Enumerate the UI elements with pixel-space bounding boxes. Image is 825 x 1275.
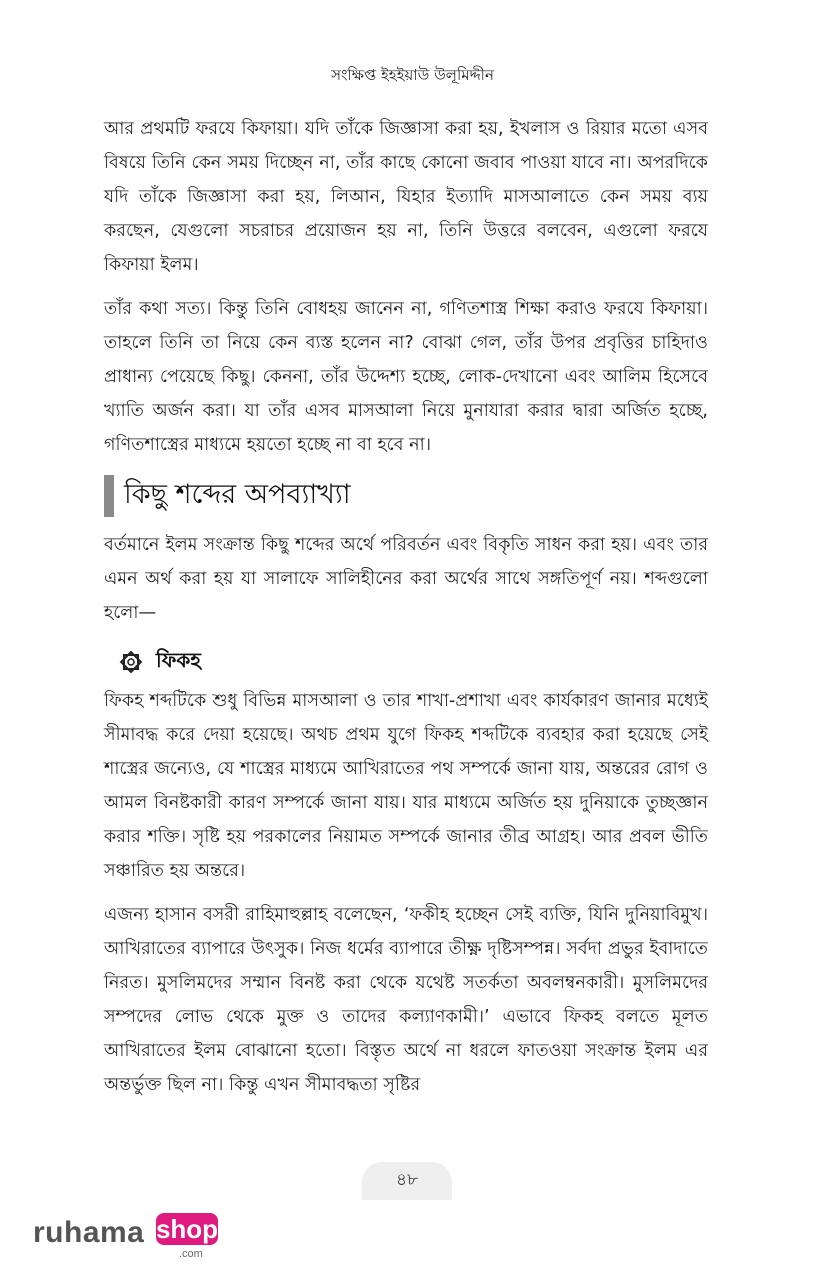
page-number — [362, 1162, 452, 1200]
page-body — [104, 112, 708, 1112]
page-number-text: ৪৮ — [395, 1170, 419, 1190]
running-header-title: সংক্ষিপ্ত ইহইয়াউ উলূমিদ্দীন — [331, 66, 494, 84]
paragraph: ফিকহ শব্দটিকে শুধু বিভিন্ন মাসআলা ও তার শাখা-প্রশাখা এবং কার্যকারণ জানার মধ্যেই সীমাবদ্ধ করে দেয়া হয়েছে। অথচ প্রথম যুগে ফিকহ শব্দটিকে ব্যবহার করা হয়েছে সেই শাস্ত্রের জন্যেও, যে শাস্ত্রের মাধ্যমে আখিরাতের পথ সম্পর্কে জানা যায়, অন্তরের রোগ ও আমল বিনষ্টকারী কারণ সম্পর্কে জানা যায়। যার মাধ্যমে অর্জিত হয় দুনিয়াকে তুচ্ছজ্ঞান করার শক্তি। সৃষ্টি হয় পরকালের নিয়ামত সম্পর্কে জানার তীব্র আগ্রহ। আর প্রবল ভীতি সঞ্চারিত হয় অন্তরে। — [104, 691, 708, 881]
watermark-domain-text: .com — [179, 1248, 203, 1260]
subsection-heading-text: ফিকহ — [156, 647, 201, 672]
star-ornament-icon — [118, 649, 144, 675]
paragraph: এজন্য হাসান বসরী রাহিমাহুল্লাহ বলেছেন, ‘ফকীহ হচ্ছেন সেই ব্যক্তি, যিনি দুনিয়াবিমুখ। আখিরাতের ব্যাপারে উৎসুক। নিজ ধর্মের ব্যাপারে তীক্ষ্ণ দৃষ্টিসম্পন্ন। সর্বদা প্রভুর ইবাদাতে নিরত। মুসলিমদের সম্মান বিনষ্ট করা থেকে যথেষ্ট সতর্কতা অবলম্বনকারী। মুসলিমদের সম্পদের লোভ থেকে মুক্ত ও তাদের কল্যাণকামী।’ এভাবে ফিকহ বলতে মূলত আখিরাতের ইলম বোঝানো হতো। বিস্তৃত অর্থে না ধরলে ফাতওয়া সংক্রান্ত ইলম এর অন্তর্ভুক্ত ছিল না। কিন্তু এখন সীমাবদ্ধতা সৃষ্টির — [104, 905, 708, 1095]
section-intro-paragraph: বর্তমানে ইলম সংক্রান্ত কিছু শব্দের অর্থে পরিবর্তন এবং বিকৃতি সাধন করা হয়। এবং তার এমন অর্থ করা হয় যা সালাফে সালিহীনের করা অর্থের সাথে সঙ্গতিপূর্ণ নয়। শব্দগুলো হলো— — [104, 535, 708, 623]
subsection-heading — [118, 646, 708, 678]
section-heading-text: কিছু শব্দের অপব্যাখ্যা — [124, 478, 351, 510]
paragraph: আর প্রথমটি ফরযে কিফায়া। যদি তাঁকে জিজ্ঞাসা করা হয়, ইখলাস ও রিয়ার মতো এসব বিষয়ে তিনি কেন সময় দিচ্ছেন না, তাঁর কাছে কোনো জবাব পাওয়া যাবে না। অপরদিকে যদি তাঁকে জিজ্ঞাসা করা হয়, লিআন, যিহার ইত্যাদি মাসআলাতে কেন সময় ব্যয় করছেন, যেগুলো সচরাচর প্রয়োজন হয় না, তিনি উত্তরে বলবেন, এগুলো ফরযে কিফায়া ইলম। — [104, 119, 708, 275]
watermark-shop-badge — [156, 1213, 218, 1245]
watermark-shop-text: shop — [155, 1213, 219, 1244]
heading-accent-bar — [104, 475, 114, 517]
section-heading — [104, 474, 708, 518]
ruhamashop-watermark-logo — [33, 1210, 233, 1258]
watermark-brand-text: ruhama — [33, 1216, 145, 1249]
paragraph: তাঁর কথা সত্য। কিন্তু তিনি বোধহয় জানেন না, গণিতশাস্ত্র শিক্ষা করাও ফরযে কিফায়া। তাহলে তিনি তা নিয়ে কেন ব্যস্ত হলেন না? বোঝা গেল, তাঁর উপর প্রবৃত্তির চাহিদাও প্রাধান্য পেয়েছে কিছু। কেননা, তাঁর উদ্দেশ্য হচ্ছে, লোক-দেখানো এবং আলিম হিসেবে খ্যাতি অর্জন করা। যা তাঁর এসব মাসআলা নিয়ে মুনাযারা করার দ্বারা অর্জিত হচ্ছে, গণিতশাস্ত্রের মাধ্যমে হয়তো হচ্ছে না বা হবে না। — [104, 299, 708, 455]
